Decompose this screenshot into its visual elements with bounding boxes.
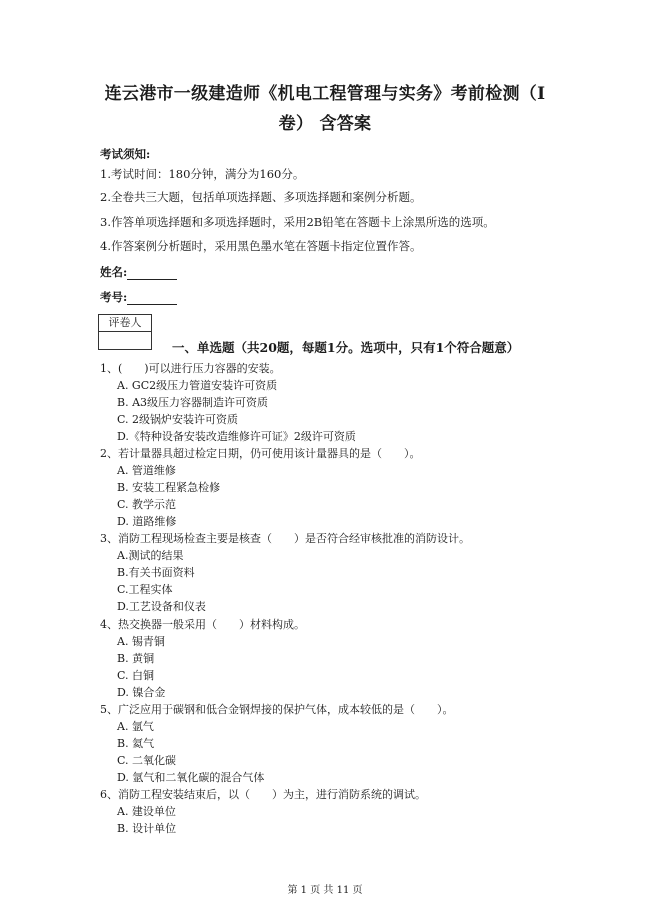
- question-stem: 1、( )可以进行压力容器的安装。: [100, 362, 281, 375]
- notes-heading: 考试须知:: [100, 147, 151, 161]
- question-stem: 3、消防工程现场检查主要是核查（ ）是否符合经审核批准的消防设计。: [100, 532, 470, 545]
- name-label: 姓名:: [100, 265, 128, 279]
- question-option: A. 建设单位: [117, 805, 176, 818]
- question-option: A. GC2级压力管道安装许可资质: [117, 379, 278, 392]
- note-item-3: 3.作答单项选择题和多项选择题时，采用2B铅笔在答题卡上涂黑所选的选项。: [100, 215, 495, 229]
- question-option: A.测试的结果: [117, 549, 184, 562]
- question-option: A. 管道维修: [117, 464, 176, 477]
- question-option: D.《特种设备安装改造维修许可证》2级许可资质: [117, 430, 356, 443]
- name-field: [100, 264, 177, 280]
- id-label: 考号:: [100, 290, 128, 304]
- question-option: C. 2级锅炉安装许可资质: [117, 413, 239, 426]
- grader-label: 评卷人: [99, 315, 151, 332]
- document-title-line-1: 连云港市一级建造师《机电工程管理与实务》考前检测（I: [104, 84, 546, 104]
- question-option: B. 安装工程紧急检修: [117, 481, 221, 494]
- question-option: D.工艺设备和仪表: [117, 600, 206, 613]
- note-item-4: 4.作答案例分析题时，采用黑色墨水笔在答题卡指定位置作答。: [100, 239, 422, 253]
- question-option: C. 二氧化碳: [117, 754, 177, 767]
- question-option: D. 道路维修: [117, 515, 177, 528]
- note-item-2: 2.全卷共三大题，包括单项选择题、多项选择题和案例分析题。: [100, 190, 422, 204]
- id-blank: [127, 292, 177, 305]
- question-option: D. 镍合金: [117, 686, 166, 699]
- page-footer: 第 1 页 共 11 页: [287, 885, 363, 896]
- question-option: C.工程实体: [117, 583, 173, 596]
- question-option: C. 教学示范: [117, 498, 177, 511]
- question-option: C. 白铜: [117, 669, 155, 682]
- question-option: D. 氩气和二氧化碳的混合气体: [117, 771, 265, 784]
- section-title: 一、单选题（共20题，每题1分。选项中，只有1个符合题意）: [172, 340, 520, 355]
- name-blank: [127, 267, 177, 280]
- question-stem: 5、广泛应用于碳钢和低合金钢焊接的保护气体，成本较低的是（ ）。: [100, 703, 454, 716]
- question-stem: 4、热交换器一般采用（ ）材料构成。: [100, 618, 305, 631]
- question-option: B. 黄铜: [117, 652, 155, 665]
- id-field: [100, 289, 177, 305]
- question-option: B. 设计单位: [117, 822, 177, 835]
- note-item-1: 1.考试时间：180分钟，满分为160分。: [100, 167, 305, 181]
- question-stem: 6、消防工程安装结束后，以（ ）为主，进行消防系统的调试。: [100, 788, 426, 801]
- document-title-line-2: 卷） 含答案: [278, 114, 372, 134]
- question-option: B. 氦气: [117, 737, 155, 750]
- question-option: B.有关书面资料: [117, 566, 195, 579]
- question-option: A. 氩气: [117, 720, 154, 733]
- question-option: A. 锡青铜: [117, 635, 165, 648]
- question-option: B. A3级压力容器制造许可资质: [117, 396, 269, 409]
- question-stem: 2、若计量器具超过检定日期，仍可使用该计量器具的是（ ）。: [100, 447, 421, 460]
- grader-score-box: [98, 314, 152, 350]
